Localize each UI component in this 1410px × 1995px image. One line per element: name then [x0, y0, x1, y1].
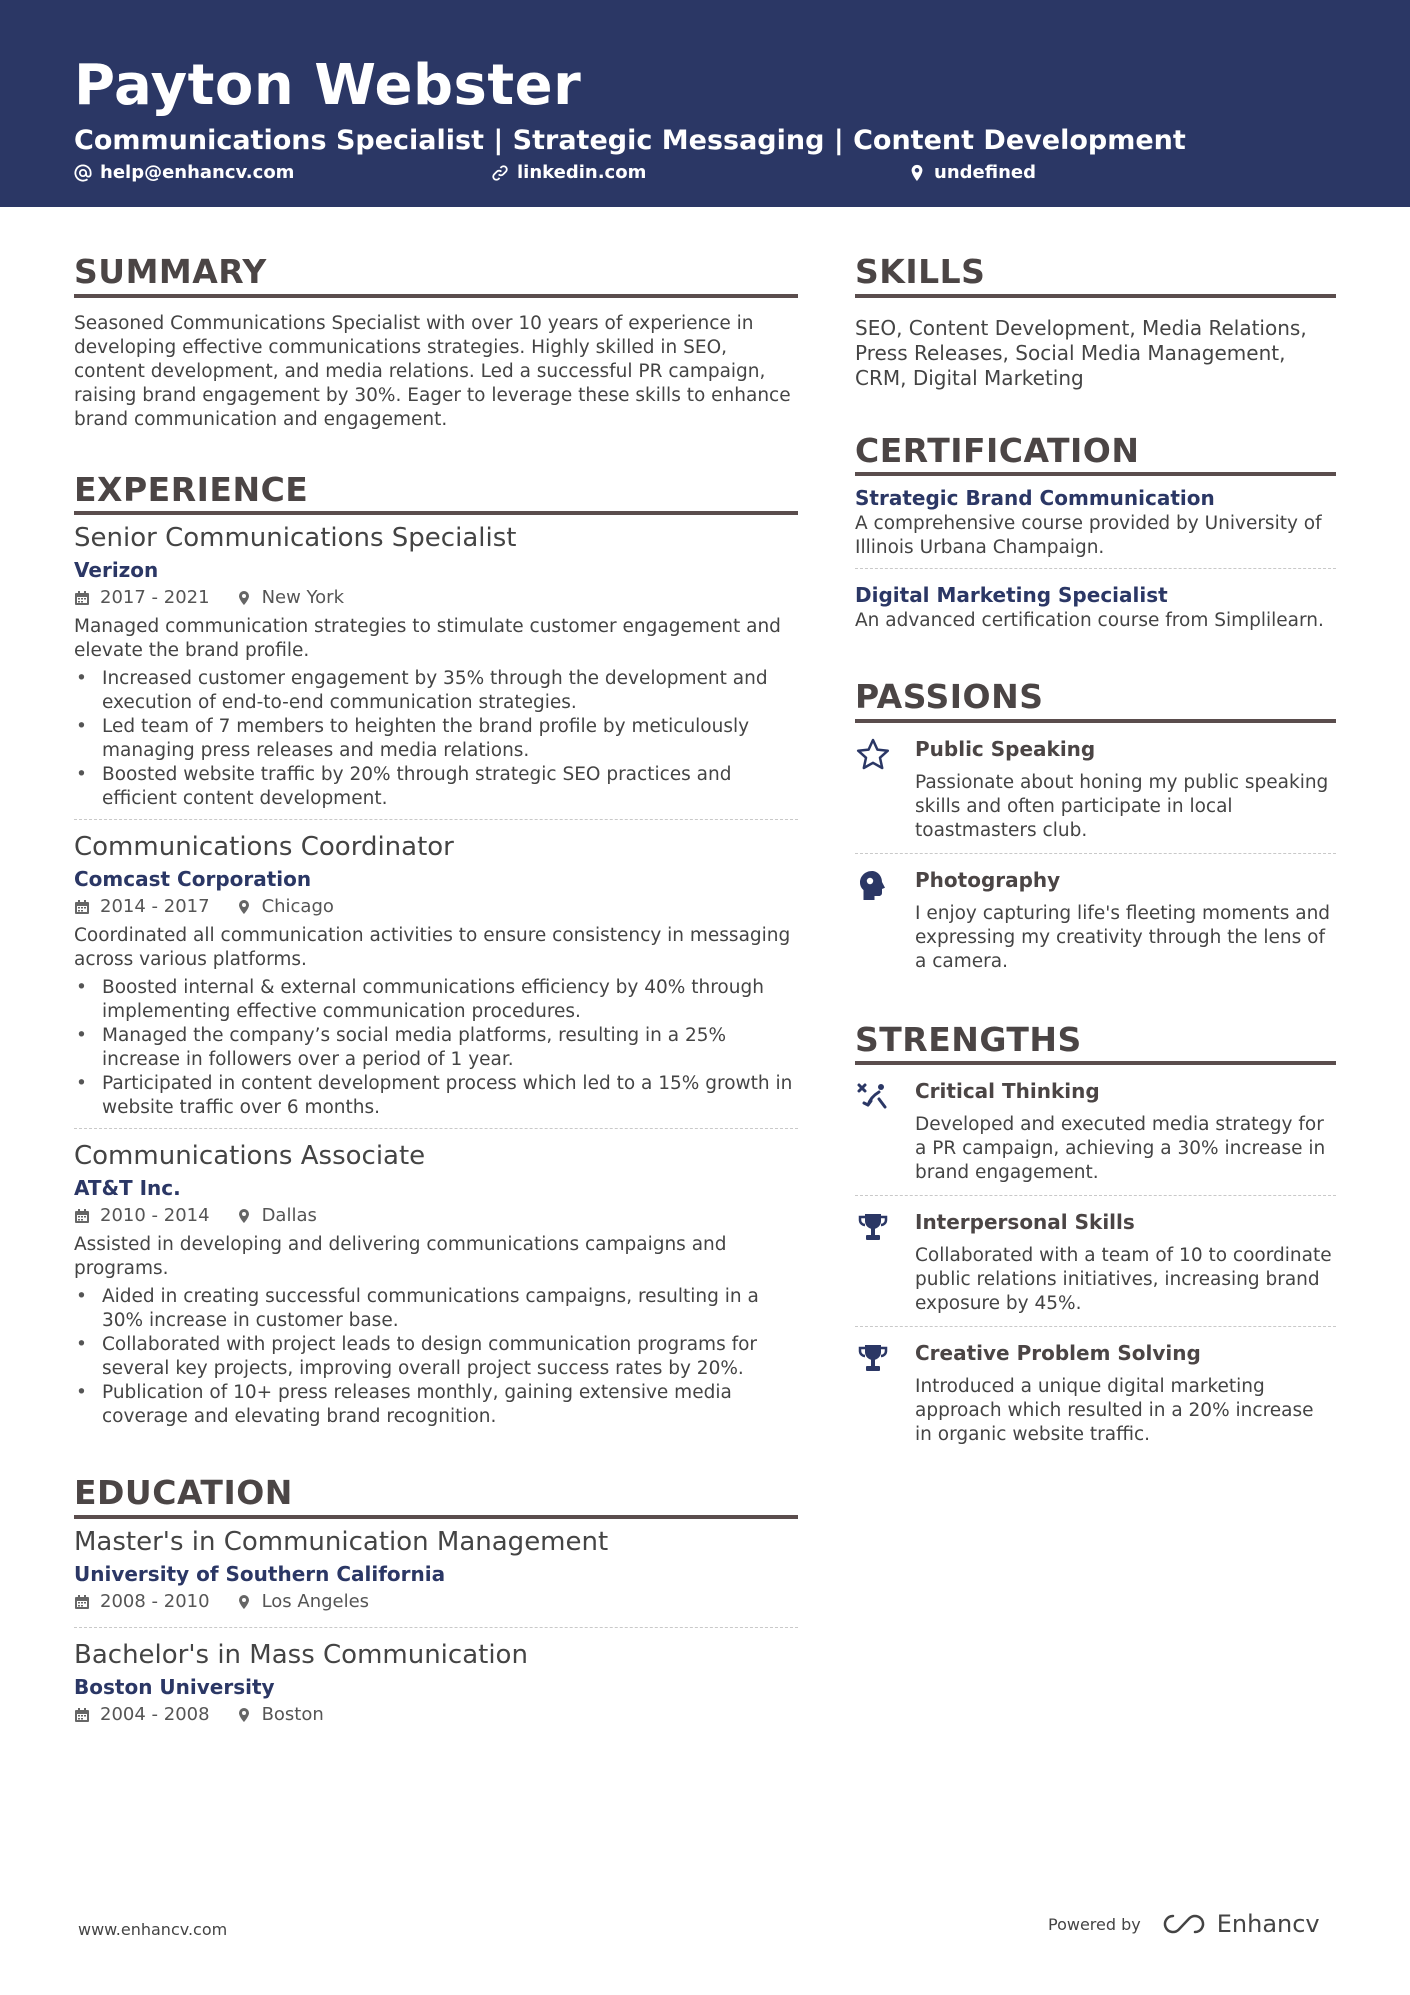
skills-heading: SKILLS [855, 252, 1336, 298]
contact-linkedin[interactable]: linkedin.com [491, 162, 646, 183]
job-bullet: • Managed the company’s social media platforms, resulting in a 25% increase in followers over a period of 1 year. [74, 1024, 798, 1072]
skills-section [855, 252, 1336, 391]
job-title: Communications Associate [74, 1141, 426, 1172]
calendar-icon [74, 590, 90, 606]
certification-name: Strategic Brand Communication [855, 486, 1215, 511]
job-bullet: • Led team of 7 members to heighten the brand profile by meticulously managing press releases and media relations. [74, 715, 798, 763]
job-bullet: • Publication of 10+ press releases monthly, gaining extensive media coverage and elevating brand recognition. [74, 1381, 798, 1429]
job-description: Managed communication strategies to stimulate customer engagement and elevate the brand profile. [74, 616, 781, 662]
education-meta [74, 1589, 798, 1615]
calendar-icon [74, 1707, 90, 1723]
school-name: University of Southern California [74, 1561, 446, 1586]
job-bullet: • Participated in content development process which led to a 15% growth in website traffic over 6 months. [74, 1072, 798, 1120]
passion-title: Public Speaking [915, 736, 1096, 761]
certification-description: A comprehensive course provided by University of Illinois Urbana Champaign. [855, 513, 1322, 559]
infinity-logo-icon [1161, 1912, 1207, 1936]
passion-description: Passionate about honing my public speaking skills and often participate in local toastmasters club. [915, 771, 1329, 841]
contact-location: undefined [908, 162, 1036, 183]
job-bullet: • Increased customer engagement by 35% through the development and execution of end-to-end communication strategies. [74, 667, 798, 715]
location-pin-icon [236, 1707, 252, 1723]
job-description: Coordinated all communication activities to ensure consistency in messaging across various platforms. [74, 925, 791, 971]
degree: Bachelor's in Mass Communication [74, 1639, 528, 1670]
right-column [855, 252, 1336, 1469]
strength-title: Interpersonal Skills [915, 1210, 1135, 1235]
strength-entry [855, 1077, 1336, 1196]
summary-section [74, 252, 798, 432]
location-pin-icon [236, 1594, 252, 1610]
strengths-section [855, 1020, 1336, 1458]
job-dates: 2014 - 2017 [100, 896, 210, 918]
strengths-heading: STRENGTHS [855, 1020, 1336, 1066]
certification-name: Digital Marketing Specialist [855, 583, 1168, 608]
strength-title: Critical Thinking [915, 1079, 1100, 1104]
education-location: Los Angeles [261, 1590, 370, 1612]
summary-text: Seasoned Communications Specialist with over 10 years of experience in developing effective communications strategies. Highly skilled in SEO, content development, and media relations. Led a successful PR campaign, raising brand engagement by 30%. Eager to leverage these skills to enhance brand communication and engagement. [74, 312, 791, 430]
certification-heading: CERTIFICATION [855, 431, 1336, 477]
header-banner [0, 0, 1410, 207]
job-bullet: • Boosted internal & external communications efficiency by 40% through implementing effective communication procedures. [74, 976, 798, 1024]
job-dates: 2010 - 2014 [100, 1205, 210, 1227]
job-bullet: • Boosted website traffic by 20% through strategic SEO practices and efficient content development. [74, 763, 798, 811]
enhancv-logo[interactable] [1161, 1910, 1320, 1938]
location-pin-icon [908, 164, 926, 182]
job-meta [74, 1203, 798, 1229]
education-location: Boston [261, 1703, 324, 1725]
calendar-icon [74, 1208, 90, 1224]
link-icon [491, 164, 509, 182]
trophy-icon [855, 1341, 891, 1377]
passion-description: I enjoy capturing life's fleeting moments and expressing my creativity through the lens of a camera. [915, 902, 1331, 972]
job-meta [74, 894, 798, 920]
strength-title: Creative Problem Solving [915, 1341, 1201, 1366]
at-icon [74, 164, 92, 182]
school-name: Boston University [74, 1674, 275, 1699]
brand-name: Enhancv [1216, 1910, 1320, 1938]
experience-heading: EXPERIENCE [74, 470, 798, 516]
strength-entry [855, 1208, 1336, 1327]
location-pin-icon [236, 1208, 252, 1224]
certification-section [855, 431, 1336, 642]
strength-description: Introduced a unique digital marketing approach which resulted in a 20% increase in organic website traffic. [915, 1376, 1314, 1446]
job-bullet: • Aided in creating successful communications campaigns, resulting in a 30% increase in customer base. [74, 1285, 798, 1333]
education-entry [74, 1638, 798, 1740]
experience-section [74, 470, 798, 1438]
job-title: Communications Coordinator [74, 832, 454, 863]
job-location: New York [261, 587, 344, 609]
left-column [74, 252, 798, 1750]
job-bullets [74, 1285, 798, 1429]
candidate-name: Payton Webster [74, 53, 582, 118]
calendar-icon [74, 899, 90, 915]
contact-email[interactable]: help@enhancv.com [74, 162, 294, 183]
education-heading: EDUCATION [74, 1473, 798, 1519]
passion-entry [855, 735, 1336, 854]
head-icon [855, 868, 891, 904]
powered-by-label: Powered by [1048, 1914, 1141, 1934]
job-location: Chicago [261, 896, 334, 918]
company-name: Verizon [74, 558, 159, 583]
passions-section [855, 677, 1336, 984]
job-bullets [74, 667, 798, 811]
certification-entry [855, 484, 1336, 569]
certification-entry [855, 581, 1336, 641]
job-location: Dallas [261, 1205, 317, 1227]
job-bullets [74, 976, 798, 1120]
education-entry [74, 1525, 798, 1628]
summary-heading: SUMMARY [74, 252, 798, 298]
education-dates: 2004 - 2008 [100, 1703, 210, 1725]
education-dates: 2008 - 2010 [100, 1590, 210, 1612]
company-name: AT&T Inc. [74, 1176, 181, 1201]
star-icon [855, 737, 891, 773]
strength-description: Developed and executed media strategy for a PR campaign, achieving a 30% increase in brand engagement. [915, 1114, 1326, 1184]
job-description: Assisted in developing and delivering communications campaigns and programs. [74, 1234, 727, 1280]
footer-website[interactable]: www.enhancv.com [78, 1920, 228, 1939]
job-dates: 2017 - 2021 [100, 587, 210, 609]
experience-entry [74, 521, 798, 820]
education-section [74, 1473, 798, 1740]
footer-branding [1048, 1910, 1320, 1938]
calendar-icon [74, 1594, 90, 1610]
passion-entry [855, 866, 1336, 984]
experience-entry [74, 1139, 798, 1437]
strategy-icon [855, 1079, 891, 1115]
passions-heading: PASSIONS [855, 677, 1336, 723]
experience-entry [74, 830, 798, 1129]
job-bullet: • Collaborated with project leads to design communication programs for several key projects, improving overall project success rates by 20%. [74, 1333, 798, 1381]
trophy-icon [855, 1210, 891, 1246]
certification-description: An advanced certification course from Simplilearn. [855, 610, 1324, 632]
strength-description: Collaborated with a team of 10 to coordinate public relations initiatives, increasing brand exposure by 45%. [915, 1245, 1332, 1315]
degree: Master's in Communication Management [74, 1526, 609, 1557]
job-meta [74, 585, 798, 611]
passion-title: Photography [915, 867, 1061, 892]
job-title: Senior Communications Specialist [74, 523, 517, 554]
company-name: Comcast Corporation [74, 867, 312, 892]
location-pin-icon [236, 590, 252, 606]
headline: Communications Specialist | Strategic Messaging | Content Development [74, 125, 1186, 156]
location-pin-icon [236, 899, 252, 915]
skills-text: SEO, Content Development, Media Relations, Press Releases, Social Media Management, CRM, Digital Marketing [855, 315, 1307, 390]
education-meta [74, 1702, 798, 1728]
strength-entry [855, 1339, 1336, 1457]
